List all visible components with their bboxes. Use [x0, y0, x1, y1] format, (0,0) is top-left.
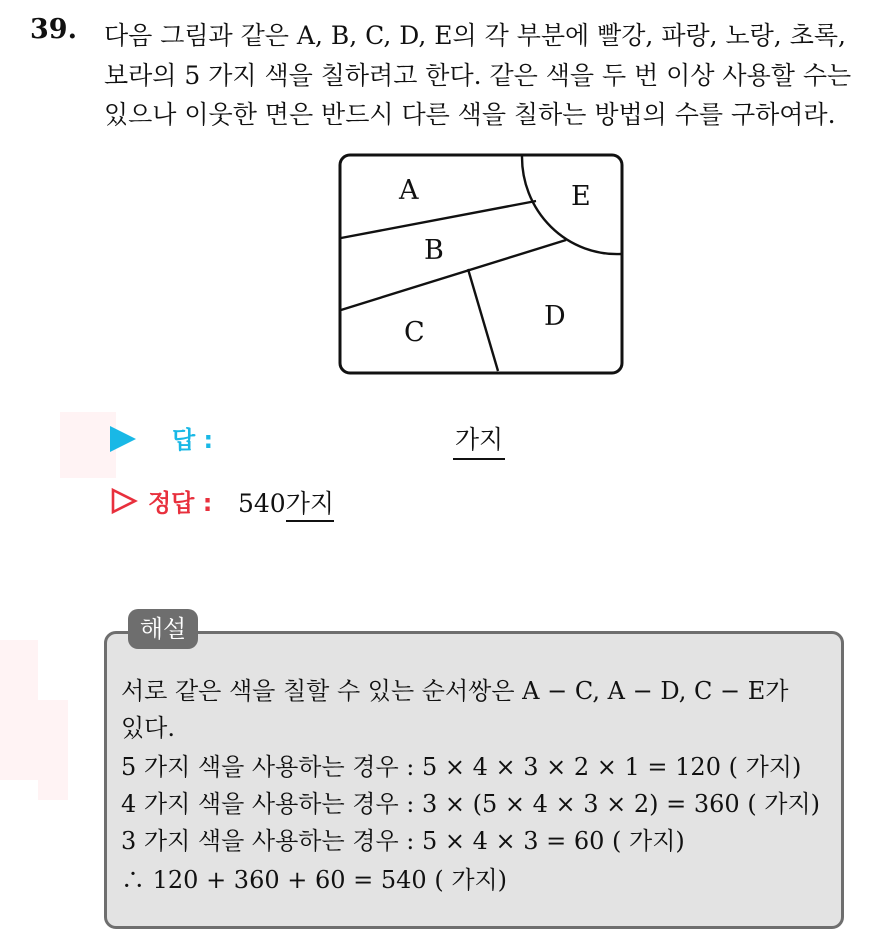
region-label-e: E — [571, 181, 591, 212]
region-label-c: C — [404, 317, 425, 348]
question-text-line: 보라의 5 가지 색을 칠하려고 한다. 같은 색을 두 번 이상 사용할 수는 — [104, 61, 852, 90]
correct-answer-value — [238, 484, 334, 520]
boundary-a-b — [341, 201, 536, 238]
region-label-d: D — [544, 301, 566, 332]
explanation-line: 3 가지 색을 사용하는 경우 : 5 × 4 × 3 = 60 ( 가지) — [121, 827, 685, 855]
region-diagram — [338, 153, 624, 375]
explanation-line: 4 가지 색을 사용하는 경우 : 3 × (5 × 4 × 3 × 2) = 360 ( 가지) — [121, 790, 821, 818]
explanation-line: 서로 같은 색을 칠할 수 있는 순서쌍은 A − C, A − D, C − E가 — [121, 677, 789, 705]
explanation-tab: 해설 — [128, 609, 198, 649]
question-number: 39. — [30, 14, 77, 45]
answer-label: 답 : — [172, 426, 214, 454]
background-wash — [60, 412, 116, 478]
explanation-line: 5 가지 색을 사용하는 경우 : 5 × 4 × 3 × 2 × 1 = 120 ( 가지) — [121, 753, 802, 781]
correct-answer-number: 540 — [238, 489, 286, 518]
background-wash — [38, 700, 68, 800]
explanation-line: ∴ 120 + 360 + 60 = 540 ( 가지) — [121, 866, 508, 894]
answer-blank[interactable]: 가지 — [453, 420, 505, 460]
outline-triangle-icon — [110, 487, 138, 515]
region-label-a: A — [399, 175, 419, 206]
correct-answer-label: 정답 : — [148, 489, 213, 517]
boundary-c-d — [468, 269, 498, 371]
correct-answer-row — [110, 483, 510, 519]
background-wash — [0, 640, 38, 780]
explanation-line: 있다. — [121, 714, 175, 742]
answer-row — [110, 420, 610, 456]
boundary-b-c — [341, 240, 566, 310]
play-triangle-icon — [110, 426, 136, 452]
question-text-line: 다음 그림과 같은 A, B, C, D, E의 각 부분에 빨강, 파랑, 노랑, 초록, — [104, 21, 846, 50]
region-label-b: B — [424, 235, 444, 266]
question-text-line: 있으나 이웃한 면은 반드시 다른 색을 칠하는 방법의 수를 구하여라. — [104, 100, 836, 129]
correct-answer-unit: 가지 — [286, 489, 334, 522]
